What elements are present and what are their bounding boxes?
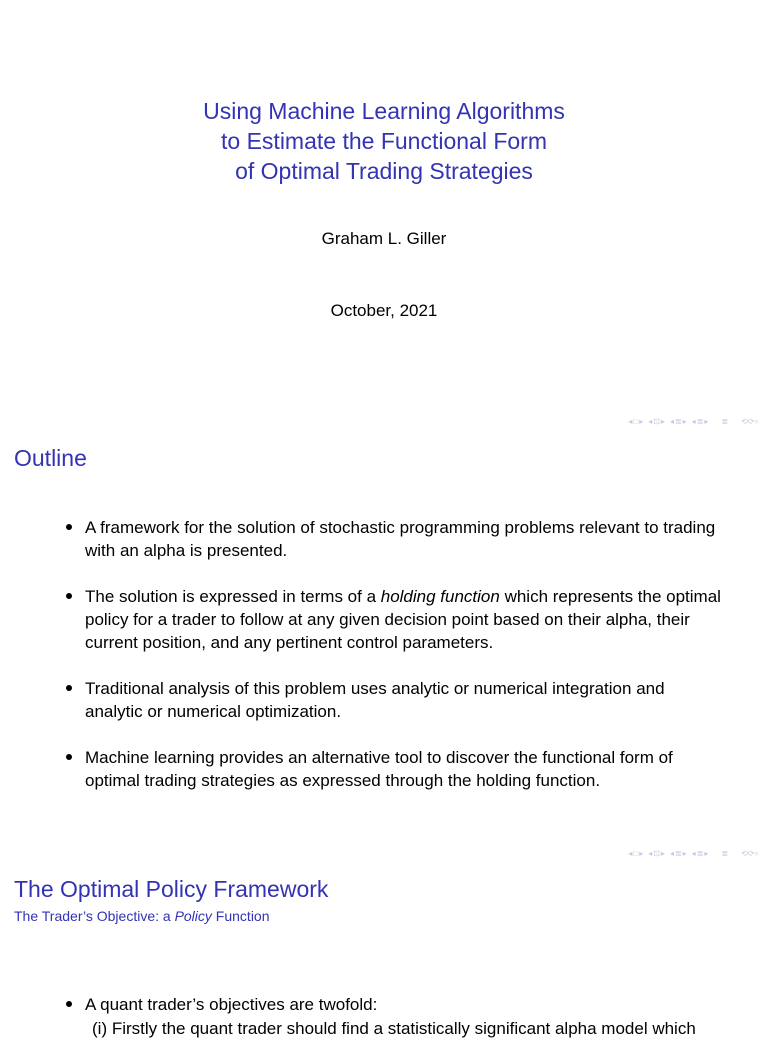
- bullet-text: A framework for the solution of stochastic programming problems relevant to trading with an alpha is presented.: [85, 518, 716, 560]
- section-prev-icon[interactable]: ◂: [669, 417, 674, 426]
- frame-prev-icon[interactable]: ◂: [628, 849, 633, 858]
- section-next-icon[interactable]: ▸: [682, 849, 687, 858]
- subtitle-text-after: Function: [211, 908, 270, 924]
- author-name: Graham L. Giller: [321, 229, 447, 248]
- framework-heading: The Optimal Policy Framework: [14, 876, 329, 902]
- presentation-date: October, 2021: [330, 301, 438, 320]
- bullet-emphasis: holding function: [380, 587, 500, 606]
- cut-off-sub-bullet: (i) Firstly the quant trader should find a statistically significant alpha model which: [92, 1019, 696, 1038]
- subtitle-text-before: The Trader’s Objective: a: [14, 908, 175, 924]
- list-item: [66, 993, 726, 1016]
- subsection2-icon[interactable]: ≣: [696, 417, 704, 426]
- outline-heading: Outline: [14, 445, 87, 471]
- frame-next-icon[interactable]: ▸: [639, 417, 644, 426]
- subsection-icon[interactable]: ⊡: [653, 417, 660, 426]
- bullet-dot-icon: [66, 1001, 72, 1007]
- subsection2-icon[interactable]: ≣: [696, 849, 704, 858]
- framework-bullet-list: [66, 993, 726, 1016]
- title-line-1: Using Machine Learning Algorithms: [203, 98, 565, 124]
- subsection-next-icon[interactable]: ▸: [660, 417, 665, 426]
- section-next-icon[interactable]: ▸: [682, 417, 687, 426]
- frame-next-icon[interactable]: ▸: [639, 849, 644, 858]
- bullet-text-after: which represents the optimal policy for a trader to follow at any given decision point based on their alpha, their current position, and any pertinent control parameters.: [85, 587, 721, 652]
- search-back-forward-icon[interactable]: ⟲⟳⌕: [741, 849, 759, 858]
- subsection2-next-icon[interactable]: ▸: [704, 417, 709, 426]
- subsection-prev-icon[interactable]: ◂: [648, 849, 653, 858]
- search-back-forward-icon[interactable]: ⟲⟳⌕: [741, 417, 759, 426]
- frame-icon[interactable]: □: [633, 849, 639, 858]
- section-prev-icon[interactable]: ◂: [669, 849, 674, 858]
- subsection2-prev-icon[interactable]: ◂: [691, 417, 696, 426]
- document-icon[interactable]: ≣: [721, 417, 729, 426]
- subsection-icon[interactable]: ⊡: [653, 849, 660, 858]
- frame-icon[interactable]: □: [633, 417, 639, 426]
- subsection-prev-icon[interactable]: ◂: [648, 417, 653, 426]
- title-line-2: to Estimate the Functional Form: [221, 128, 547, 154]
- section-icon[interactable]: ≣: [674, 849, 682, 858]
- bullet-text: A quant trader’s objectives are twofold:: [85, 995, 378, 1014]
- bullet-text: Traditional analysis of this problem uses analytic or numerical integration and analytic or numerical optimization.: [85, 679, 665, 721]
- document-icon[interactable]: ≣: [721, 849, 729, 858]
- subsection2-prev-icon[interactable]: ◂: [691, 849, 696, 858]
- framework-subtitle: [14, 907, 270, 925]
- bullet-text-before: The solution is expressed in terms of a: [85, 587, 381, 606]
- frame-prev-icon[interactable]: ◂: [628, 417, 633, 426]
- section-icon[interactable]: ≣: [674, 417, 682, 426]
- bullet-text: Machine learning provides an alternative tool to discover the functional form of optimal trading strategies as expressed through the holding function.: [85, 748, 673, 790]
- subsection-next-icon[interactable]: ▸: [660, 849, 665, 858]
- subtitle-emphasis: Policy: [174, 908, 212, 924]
- subsection2-next-icon[interactable]: ▸: [704, 849, 709, 858]
- title-line-3: of Optimal Trading Strategies: [235, 158, 533, 184]
